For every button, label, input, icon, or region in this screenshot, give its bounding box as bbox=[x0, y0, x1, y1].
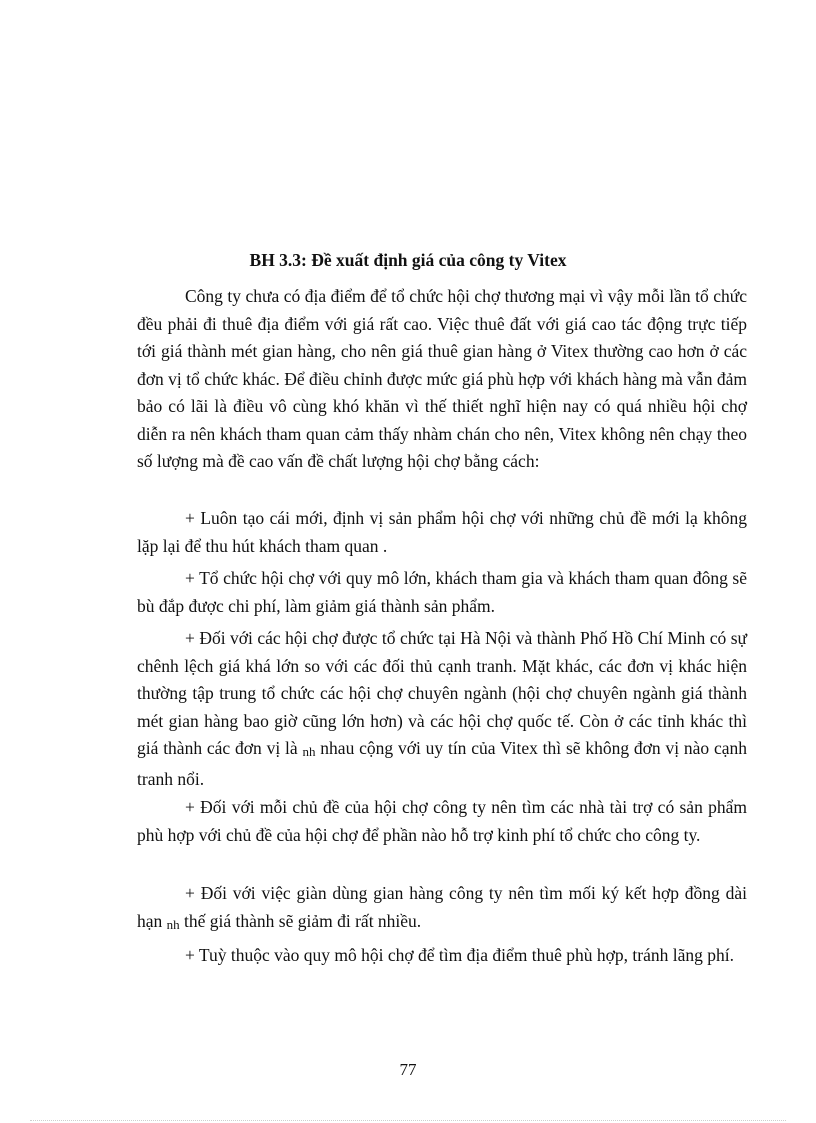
bullet-3-text: + Đối với các hội chợ được tổ chức tại Hà Nội và thành Phố Hồ Chí Minh có sự chênh lệch giá khá lớn so với các đối thủ cạnh tranh. Mặt khác, các đơn vị khác hiện thường tập trung tổ chức các hội chợ chuyên ngành (hội chợ chuyên ngành giá thành mét gian hàng bao giờ cũng lớn hơn) và các hội chợ quốc tế. Còn ở các tỉnh khác thì giá thành các đơn vị là bbox=[137, 628, 747, 758]
bullet-6-text: + Tuỳ thuộc vào quy mô hội chợ để tìm địa điểm thuê phù hợp, tránh lãng phí. bbox=[185, 945, 734, 965]
paragraph-bullet-4 bbox=[137, 794, 747, 849]
paragraph-intro bbox=[137, 283, 747, 476]
paragraph-bullet-3 bbox=[137, 625, 747, 793]
bullet-5-text: + Đối với việc giàn dùng gian hàng công ty nên tìm mối ký kết hợp đồng dài hạn bbox=[137, 883, 747, 931]
bullet-5-text-cont: thế giá thành sẽ giảm đi rất nhiều. bbox=[184, 910, 422, 931]
paragraph-bullet-6 bbox=[137, 942, 747, 970]
paragraph-bullet-2 bbox=[137, 565, 747, 620]
page-number: 77 bbox=[399, 1060, 417, 1079]
section-heading: BH 3.3: Đề xuất định giá của công ty Vitex bbox=[249, 250, 567, 270]
fragment-nh-1: nh bbox=[302, 744, 316, 759]
bullet-4-text: + Đối với mỗi chủ đề của hội chợ công ty nên tìm các nhà tài trợ có sản phẩm phù hợp với chủ đề của hội chợ để phần nào hỗ trợ kinh phí tổ chức cho công ty. bbox=[137, 797, 747, 845]
paragraph-intro-text: Công ty chưa có địa điểm để tổ chức hội chợ thương mại vì vậy mỗi lần tổ chức đều phải đi thuê địa điểm với giá rất cao. Việc thuê đất với giá cao tác động trực tiếp tới giá thành mét gian hàng, cho nên giá thuê gian hàng ở Vitex thường cao hơn ở các đơn vị tổ chức khác. Để điều chỉnh được mức giá phù hợp với khách hàng mà vẫn đảm bảo có lãi là điều vô cùng khó khăn vì thế thiết nghĩ hiện nay có quá nhiều hội chợ diễn ra nên khách tham quan cảm thấy nhàm chán cho nên, Vitex không nên chạy theo số lượng mà đề cao vấn đề chất lượng hội chợ bằng cách: bbox=[137, 286, 747, 471]
bullet-1-text: + Luôn tạo cái mới, định vị sản phẩm hội chợ với những chủ đề mới lạ không lặp lại để thu hút khách tham quan . bbox=[137, 508, 747, 556]
fragment-nh-2: nh bbox=[166, 916, 180, 932]
paragraph-bullet-1 bbox=[137, 505, 747, 560]
bullet-3-text-cont: nhau cộng với uy tín của Vitex thì sẽ không đơn vị nào cạnh tranh nổi. bbox=[137, 738, 748, 789]
bullet-2-text: + Tổ chức hội chợ với quy mô lớn, khách tham gia và khách tham quan đông sẽ bù đắp được chi phí, làm giảm giá thành sản phẩm. bbox=[137, 568, 747, 616]
paragraph-bullet-5 bbox=[137, 880, 747, 938]
footer-divider bbox=[30, 1120, 786, 1121]
